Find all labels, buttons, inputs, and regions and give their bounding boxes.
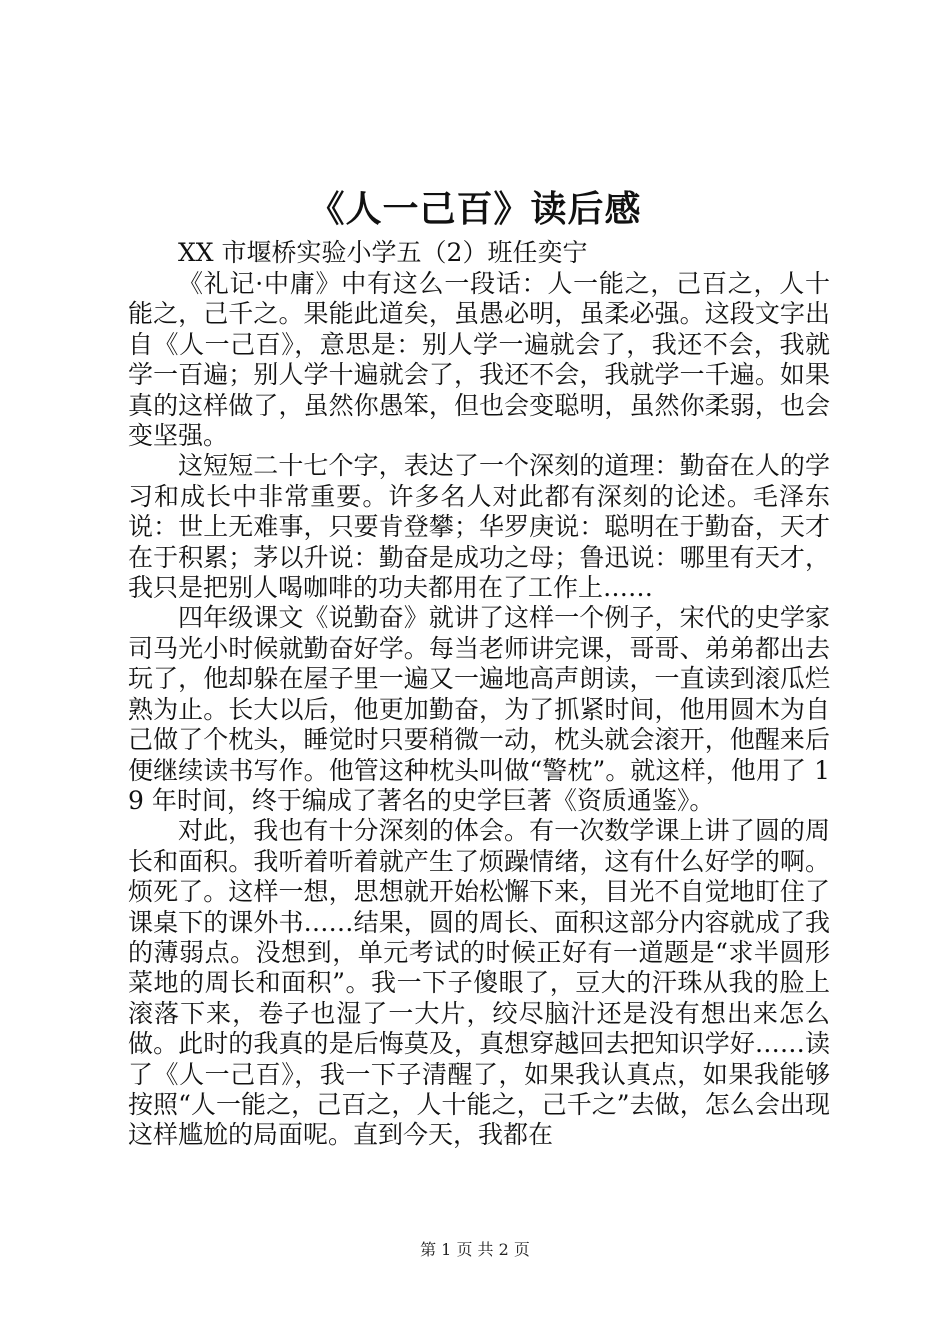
author-line: XX 市堰桥实验小学五（2）班任奕宁 <box>178 238 588 267</box>
paragraph-1: 《礼记·中庸》中有这么一段话：人一能之，己百之，人十能之，己千之。果能此道矣，虽愚必明，虽柔必强。这段文字出自《人一己百》，意思是：别人学一遍就会了，我还不会，我就学一百遍；别人学十遍就会了，我还不会，我就学一千遍。如果真的这样做了，虽然你愚笨，但也会变聪明，虽然你柔弱，也会变坚强。 <box>128 269 830 451</box>
paragraph-4: 对此，我也有十分深刻的体会。有一次数学课上讲了圆的周长和面积。我听着听着就产生了烦躁情绪，这有什么好学的啊。烦死了。这样一想，思想就开始松懈下来，目光不自觉地盯住了课桌下的课外书……结果，圆的周长、面积这部分内容就成了我的薄弱点。没想到，单元考试的时候正好有一道题是“求半圆形菜地的周长和面积”。我一下子傻眼了，豆大的汗珠从我的脸上滚落下来，卷子也湿了一大片，绞尽脑汁还是没有想出来怎么做。此时的我真的是后悔莫及，真想穿越回去把知识学好……读了《人一己百》，我一下子清醒了，如果我认真点，如果我能够按照“人一能之，己百之，人十能之，己千之”去做，怎么会出现这样尴尬的局面呢。直到今天，我都在 <box>128 816 830 1150</box>
document-title: 《人一己百》读后感 <box>308 188 642 230</box>
page-footer: 第 1 页 共 2 页 <box>420 1240 530 1259</box>
paragraph-3: 四年级课文《说勤奋》就讲了这样一个例子，宋代的史学家司马光小时候就勤奋好学。每当老师讲完课，哥哥、弟弟都出去玩了，他却躲在屋子里一遍又一遍地高声朗读，一直读到滚瓜烂熟为止。长大以后，他更加勤奋，为了抓紧时间，他用圆木为自己做了个枕头，睡觉时只要稍微一动，枕头就会滚开，他醒来后便继续读书写作。他管这种枕头叫做“警枕”。就这样，他用了 19 年时间，终于编成了著名的史学巨著《资质通鉴》。 <box>128 603 830 815</box>
document-body <box>128 269 830 1151</box>
paragraph-2: 这短短二十七个字，表达了一个深刻的道理：勤奋在人的学习和成长中非常重要。许多名人对此都有深刻的论述。毛泽东说：世上无难事，只要肯登攀；华罗庚说：聪明在于勤奋，天才在于积累；茅以升说：勤奋是成功之母；鲁迅说：哪里有天才，我只是把别人喝咖啡的功夫都用在了工作上…… <box>128 451 830 603</box>
